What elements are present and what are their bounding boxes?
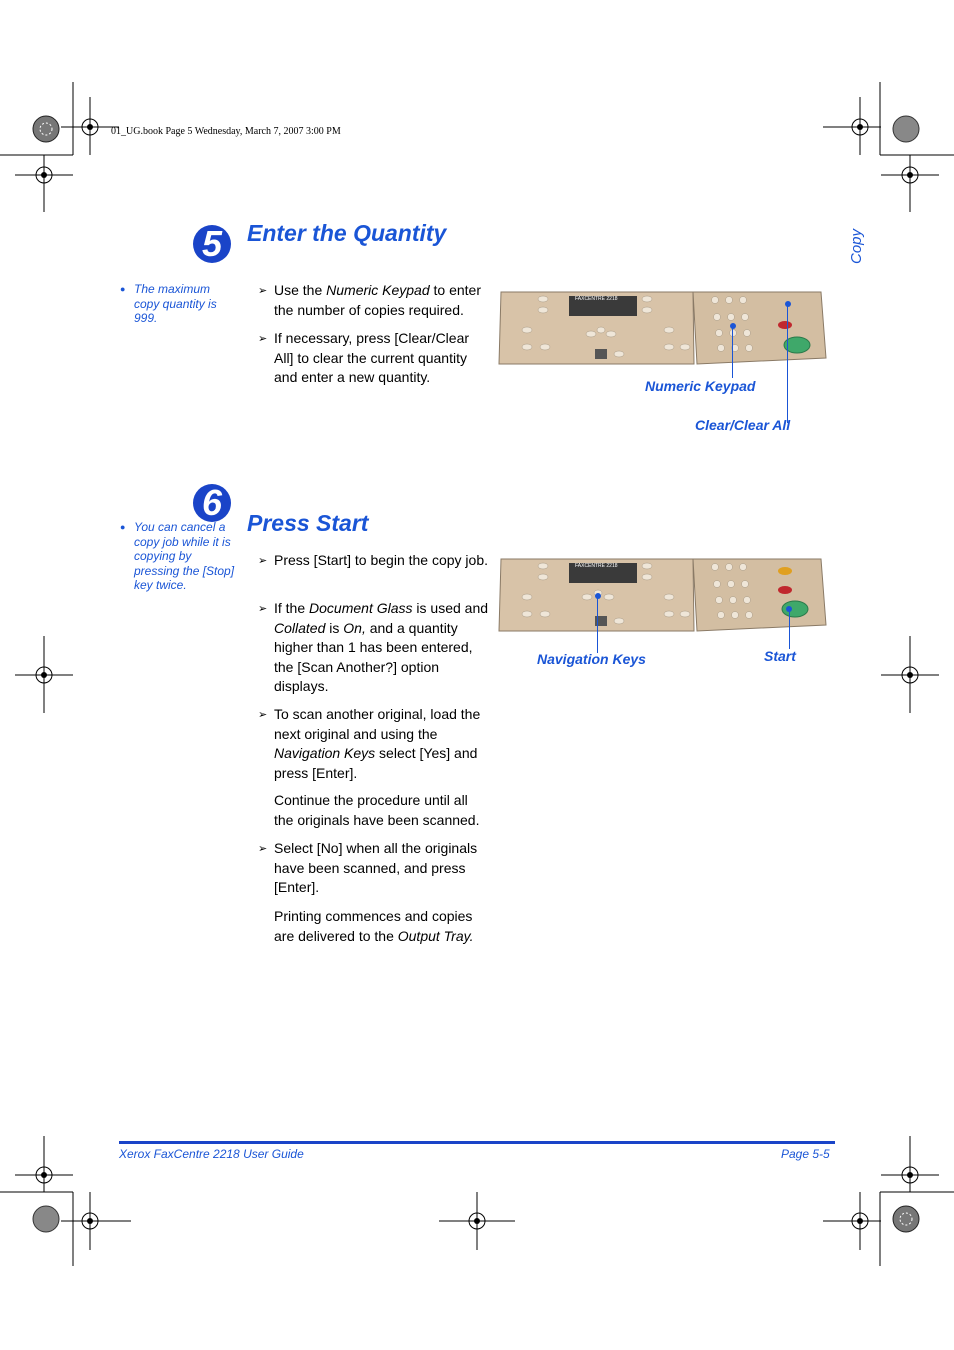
callout-label: Numeric Keypad [645, 378, 756, 394]
instruction-item [258, 329, 490, 388]
text-run: Select [No] when all the originals have been scanned, and press [Enter]. [274, 840, 478, 895]
instruction-paragraph [274, 907, 490, 946]
step-number-badge: 5 [193, 225, 231, 263]
emphasis-text: Numeric Keypad [326, 282, 430, 298]
svg-text:FAXCENTRE 2218: FAXCENTRE 2218 [575, 296, 618, 302]
text-run: Printing commences and copies are delivered to the [274, 908, 473, 944]
emphasis-text: Document Glass [309, 600, 413, 616]
callout-leader-line [789, 611, 790, 649]
instruction-item [258, 839, 490, 898]
svg-text:FAXCENTRE 2218: FAXCENTRE 2218 [575, 563, 618, 569]
instruction-paragraph: Continue the procedure until all the originals have been scanned. [274, 792, 480, 828]
arrow-bullet-icon: ➢ [258, 333, 268, 345]
section-heading: Press Start [247, 510, 369, 536]
step-number-badge: 6 [193, 484, 231, 522]
emphasis-text: Output Tray. [397, 927, 474, 944]
bullet-dot-icon: ● [120, 284, 126, 294]
emphasis-text: Collated [274, 619, 326, 636]
callout-label: Clear/Clear All [695, 417, 791, 433]
text-run: and a quantity higher than 1 has been entered, the [Scan Another?] option displays. [274, 619, 473, 694]
instruction-item [258, 281, 490, 320]
page-number: Page 5-5 [781, 1147, 830, 1161]
text-run: If necessary, press [Clear/Clear All] to clear the current quantity and enter a new quantity. [274, 330, 470, 385]
callout-label: Navigation Keys [537, 651, 646, 667]
control-panel-illustration [497, 557, 829, 633]
callout-leader-line [597, 598, 598, 653]
text-run: select [Yes] and press [Enter]. [274, 745, 478, 781]
arrow-bullet-icon: ➢ [258, 285, 268, 297]
text-run: Press [Start] to begin the copy job. [274, 552, 489, 568]
text-run: If the [274, 600, 310, 616]
instruction-item [258, 551, 490, 571]
text-run: Use the [274, 282, 327, 298]
emphasis-text: Navigation Keys [274, 745, 376, 761]
arrow-bullet-icon: ➢ [258, 555, 268, 567]
arrow-bullet-icon: ➢ [258, 603, 268, 615]
arrow-bullet-icon: ➢ [258, 709, 268, 721]
side-note: The maximum copy quantity is 999. [134, 282, 217, 325]
section-heading: Enter the Quantity [247, 220, 447, 246]
text-run: To scan another original, load the next original and using the [274, 706, 481, 742]
side-note: You can cancel a copy job while it is copying by pressing the [Stop] key twice. [134, 520, 235, 592]
text-run: to enter the number of copies required. [274, 282, 482, 318]
text-run: is [325, 619, 344, 636]
control-panel-illustration [497, 290, 829, 366]
footer-title: Xerox FaxCentre 2218 User Guide [119, 1147, 304, 1161]
callout-leader-line [787, 305, 788, 423]
callout-label: Start [764, 648, 796, 664]
bullet-dot-icon: ● [120, 522, 126, 532]
book-stamp: 01_UG.book Page 5 Wednesday, March 7, 2007 3:00 PM [111, 126, 341, 137]
callout-leader-line [732, 328, 733, 378]
emphasis-text: On, [343, 619, 366, 636]
section-tab-label: Copy [848, 228, 865, 264]
arrow-bullet-icon: ➢ [258, 843, 268, 855]
footer-rule [119, 1141, 835, 1144]
instruction-item [258, 705, 490, 783]
instruction-item [258, 599, 490, 697]
text-run: is used and [412, 600, 489, 616]
